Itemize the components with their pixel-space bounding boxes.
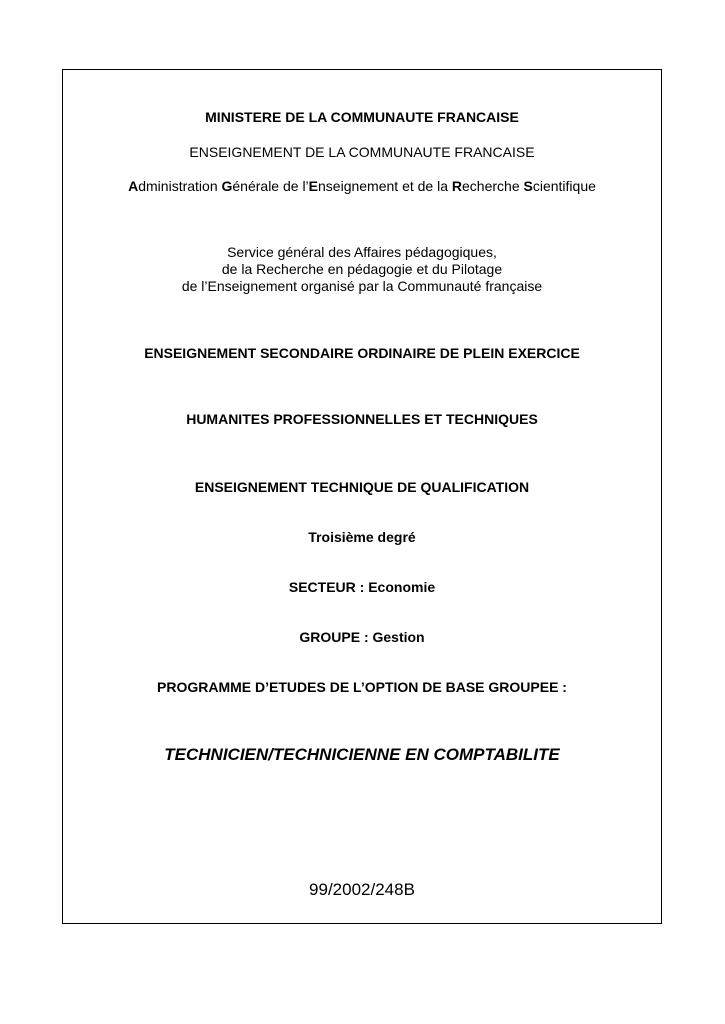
administration-text-r: echerche [462,178,524,194]
education-level: ENSEIGNEMENT SECONDAIRE ORDINAIRE DE PLEIN EXERCICE [144,345,580,361]
administration-text-g: énérale de l’ [232,178,309,194]
administration-text-e: nseignement et de la [318,178,452,194]
programme-heading: PROGRAMME D’ETUDES DE L’OPTION DE BASE GROUPEE : [157,679,567,695]
service-line-2: de la Recherche en pédagogie et du Pilotage [221,261,503,277]
service-line-1: Service général des Affaires pédagogiques, [227,244,497,260]
education-type: ENSEIGNEMENT TECHNIQUE DE QUALIFICATION [194,479,530,495]
administration-initial-a: A [128,178,139,194]
education-heading: ENSEIGNEMENT DE LA COMMUNAUTE FRANCAISE [189,144,535,160]
program-title: TECHNICIEN/TECHNICIENNE EN COMPTABILITE [164,745,560,764]
administration-heading [62,178,662,195]
document-border [62,69,662,924]
sector-label: SECTEUR : Economie [288,579,436,595]
administration-initial-e: E [308,178,319,194]
document-reference: 99/2002/248B [309,880,415,899]
ministry-heading: MINISTERE DE LA COMMUNAUTE FRANCAISE [205,109,519,125]
degree-label: Troisième degré [308,529,416,545]
administration-text-a: dministration [138,178,222,194]
humanities-heading: HUMANITES PROFESSIONNELLES ET TECHNIQUES [186,411,538,427]
administration-text-s: cientifique [532,178,596,194]
administration-initial-r: R [451,178,463,194]
administration-initial-g: G [221,178,233,194]
administration-initial-s: S [523,178,533,194]
service-line-3: de l’Enseignement organisé par la Communauté française [181,278,543,294]
group-label: GROUPE : Gestion [299,629,425,645]
